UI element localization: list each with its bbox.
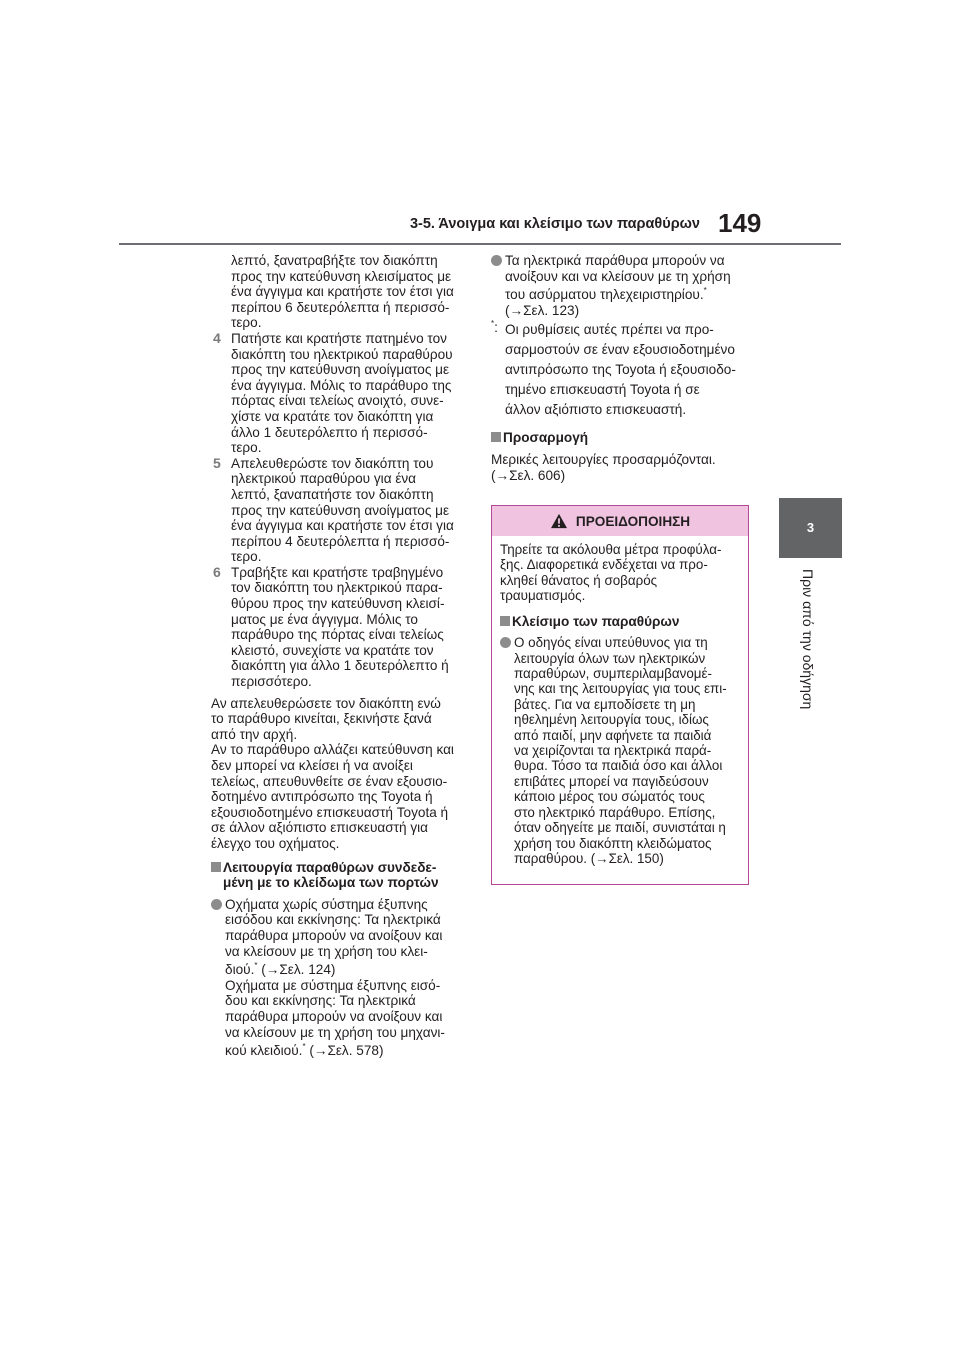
circle-bullet-icon xyxy=(491,253,751,318)
step-4 xyxy=(211,331,473,456)
text-line: ξης. Διαφορετικά ενδέχεται να προ- xyxy=(500,557,708,573)
text-line: Αν απελευθερώσετε τον διακόπτη ενώ xyxy=(211,695,441,711)
heading-line: μένη με το κλείδωμα των πορτών xyxy=(223,875,439,891)
text-line: από παιδί, μην αφήνετε τα παιδιά xyxy=(514,727,712,743)
text-line: Απελευθερώστε τον διακόπτη του xyxy=(231,455,434,471)
text-line: θύρου προς την κατεύθυνση κλεισί- xyxy=(231,596,445,612)
step-number: 4 xyxy=(213,329,221,346)
text-line: σαρμοστούν σε έναν εξουσιοδοτημένο xyxy=(505,342,735,358)
chapter-number: 3 xyxy=(806,520,815,535)
text-line: λεπτό, ξαναπατήστε τον διακόπτη xyxy=(231,486,434,502)
right-column xyxy=(491,253,751,483)
text-line: τερο. xyxy=(231,549,262,565)
header-divider xyxy=(119,243,841,245)
text-line: κάποιο μέρος του σώματός τους xyxy=(514,789,705,805)
footnote-star: * xyxy=(703,286,707,296)
text-line: Οχήματα με σύστημα έξυπνης εισό- xyxy=(225,977,441,993)
text-line: προς την κατεύθυνση κλεισίματος με xyxy=(231,268,452,284)
warning-triangle-icon xyxy=(550,513,568,529)
text-line: επιβάτες μπορεί να παγιδεύσουν xyxy=(514,773,709,789)
warning-title: ΠΡΟΕΙΔΟΠΟΙΗΣΗ xyxy=(575,513,691,529)
text-line: ηθελημένη λειτουργία τους, ιδίως xyxy=(514,712,709,728)
text-line: Τραβήξτε και κρατήστε τραβηγμένο xyxy=(231,564,444,580)
text-line xyxy=(225,1043,473,1059)
text-line: δεν μπορεί να κλείσει ή να ανοίξει xyxy=(211,758,413,773)
text-line: περίπου 4 δευτερόλεπτα ή περισσό- xyxy=(231,533,450,549)
chapter-title: Πριν από την οδήγηση xyxy=(800,569,816,710)
text-line: λεπτό, ξανατραβήξτε τον διακόπτη xyxy=(231,253,438,268)
text-line: παραθύρων, συμπεριλαμβανομέ- xyxy=(514,666,712,682)
page-reference[interactable]: (→Σελ. 606) xyxy=(491,467,566,483)
text-line: περίπου 6 δευτερόλεπτα ή περισσό- xyxy=(231,299,450,315)
text-line: λειτουργία όλων των ηλεκτρικών xyxy=(514,650,706,666)
footnote-star: * xyxy=(254,961,258,971)
page-reference[interactable]: παραθύρου. (→Σελ. 150) xyxy=(514,850,664,866)
heading-customization: Προσαρμογή xyxy=(491,430,751,446)
heading-door-lock-windows xyxy=(211,860,473,891)
text-line: τερο. xyxy=(231,315,262,331)
circle-bullet-icon xyxy=(500,635,740,866)
footnote-star: * xyxy=(302,1042,306,1052)
text-line: πόρτας είναι τελείως ανοιχτό, συνε- xyxy=(231,393,444,409)
text-line: άλλον αξιόπιστο επισκευαστή. xyxy=(505,402,687,418)
text-line: διακόπτη για άλλο 1 δευτερόλεπτο ή xyxy=(231,658,449,674)
text-line: Οι ρυθμίσεις αυτές πρέπει να προ- xyxy=(505,322,714,338)
text-line: τημένο επισκευαστή Toyota ή σε xyxy=(505,382,700,398)
circle-bullet-icon xyxy=(211,897,473,1059)
text-line: έλεγχο του οχήματος. xyxy=(211,835,340,851)
text-line: Τηρείτε τα ακόλουθα μέτρα προφύλα- xyxy=(500,542,722,557)
text-line: προς την κατεύθυνση ανοίγματος με xyxy=(231,502,450,518)
warning-body xyxy=(492,536,748,866)
warning-header xyxy=(492,506,748,536)
text-line: προς την κατεύθυνση ανοίγματος με xyxy=(231,362,450,378)
left-column xyxy=(211,253,473,1059)
text-line: τον διακόπτη του ηλεκτρικού παρα- xyxy=(231,580,443,596)
text-line: Πατήστε και κρατήστε πατημένο τον xyxy=(231,330,447,346)
text-line: να κλείσουν με τη χρήση του κλει- xyxy=(225,943,428,959)
warning-box xyxy=(491,505,749,885)
text-line: ένα άγγιγμα και κρατήστε τον έτσι για xyxy=(231,518,454,534)
text-line: κλειστό, συνεχίστε να κρατάτε τον xyxy=(231,642,434,658)
footnote-colon: : xyxy=(494,320,498,336)
text-line: διακόπτη του ηλεκτρικού παραθύρου xyxy=(231,346,453,362)
text-line: να χειρίζονται τα ηλεκτρικά παρά- xyxy=(514,743,712,759)
text-fragment: κού κλειδιού. xyxy=(225,1043,303,1059)
text-line: εισόδου και εκκίνησης: Τα ηλεκτρικά xyxy=(225,912,441,928)
text-line: Οχήματα χωρίς σύστημα έξυπνης xyxy=(225,896,428,912)
text-line: σε άλλον αξιόπιστο επισκευαστή για xyxy=(211,820,429,836)
text-fragment: του ασύρματου τηλεχειριστηρίου. xyxy=(505,287,704,303)
text-line: όταν οδηγείτε με παιδί, συνιστάται η xyxy=(514,820,726,836)
text-line: κληθεί θάνατος ή σοβαρός xyxy=(500,572,658,588)
text-line xyxy=(225,962,473,978)
text-line: το παράθυρο κινείται, ξεκινήστε ξανά xyxy=(211,711,432,727)
text-line: παράθυρα μπορούν να ανοίξουν και xyxy=(225,927,443,943)
step-number: 6 xyxy=(213,563,221,580)
step-5 xyxy=(211,456,473,565)
step-number: 5 xyxy=(213,454,221,471)
text-line: ηλεκτρικού παραθύρου για ένα xyxy=(231,471,417,487)
text-line: να κλείσουν με τη χρήση του μηχανι- xyxy=(225,1024,445,1040)
page-number: 149 xyxy=(718,208,762,238)
text-line: χίστε να κρατάτε τον διακόπτη για xyxy=(231,408,434,424)
step-3-continuation xyxy=(211,253,473,331)
text-line: βάτες. Για να εμποδίσετε τη μη xyxy=(514,696,696,712)
page-reference[interactable]: (→Σελ. 578) xyxy=(305,1043,384,1059)
text-line: τελείως, απευθυνθείτε σε έναν εξουσιο- xyxy=(211,773,448,789)
text-line: δοτημένο αντιπρόσωπο της Toyota ή xyxy=(211,789,433,805)
text-line: ματος με ένα άγγιγμα. Μόλις το xyxy=(231,611,418,627)
page-reference[interactable]: (→Σελ. 123) xyxy=(505,302,580,318)
text-line: νης και της λειτουργίας για τους επι- xyxy=(514,681,727,697)
footnote-marker xyxy=(491,320,498,336)
text-line: ένα άγγιγμα και κρατήστε τον έτσι για xyxy=(231,284,454,300)
text-line: Τα ηλεκτρικά παράθυρα μπορούν να xyxy=(505,253,725,268)
text-line: Μερικές λειτουργίες προσαρμόζονται. xyxy=(491,451,716,467)
text-line: εξουσιοδοτημένο επισκευαστή Toyota ή xyxy=(211,804,449,820)
text-line: τραυματισμός. xyxy=(500,588,586,604)
text-line: περισσότερο. xyxy=(231,674,312,690)
text-line xyxy=(505,287,751,303)
page-reference[interactable]: (→Σελ. 124) xyxy=(257,962,336,978)
text-line: ανοίξουν και να κλείσουν με τη χρήση xyxy=(505,268,731,284)
text-line: παράθυρο της πόρτας είναι τελείως xyxy=(231,627,444,643)
text-line: χρήση του διακόπτη κλειδώματος xyxy=(514,835,712,851)
text-line: στο ηλεκτρικό παράθυρο. Επίσης, xyxy=(514,804,716,820)
text-line: θυρα. Τόσο τα παιδιά όσο και άλλοι xyxy=(514,758,723,774)
text-line: αντιπρόσωπο της Toyota ή εξουσιοδο- xyxy=(505,362,736,378)
footnote-star: * xyxy=(491,319,495,329)
text-line: τερο. xyxy=(231,440,262,456)
text-line: παράθυρα μπορούν να ανοίξουν και xyxy=(225,1008,443,1024)
text-line: από την αρχή. xyxy=(211,726,298,742)
step-6 xyxy=(211,565,473,690)
text-line: ένα άγγιγμα. Μόλις το παράθυρο της xyxy=(231,377,452,393)
footnote xyxy=(491,320,751,420)
text-line: δου και εκκίνησης: Τα ηλεκτρικά xyxy=(225,993,416,1009)
text-line: Ο οδηγός είναι υπεύθυνος για τη xyxy=(514,635,708,651)
note-paragraph-2 xyxy=(211,742,473,851)
text-fragment: διού. xyxy=(225,962,255,978)
text-line: Αν το παράθυρο αλλάζει κατεύθυνση και xyxy=(211,742,454,758)
note-paragraph-1 xyxy=(211,696,473,743)
heading-line: Λειτουργία παραθύρων συνδεδε- xyxy=(223,859,437,875)
text-line: άλλο 1 δευτερόλεπτο ή περισσό- xyxy=(231,424,428,440)
heading-closing-windows: Κλείσιμο των παραθύρων xyxy=(500,614,740,630)
section-title: 3-5. Άνοιγμα και κλείσιμο των παραθύρων xyxy=(409,216,700,232)
